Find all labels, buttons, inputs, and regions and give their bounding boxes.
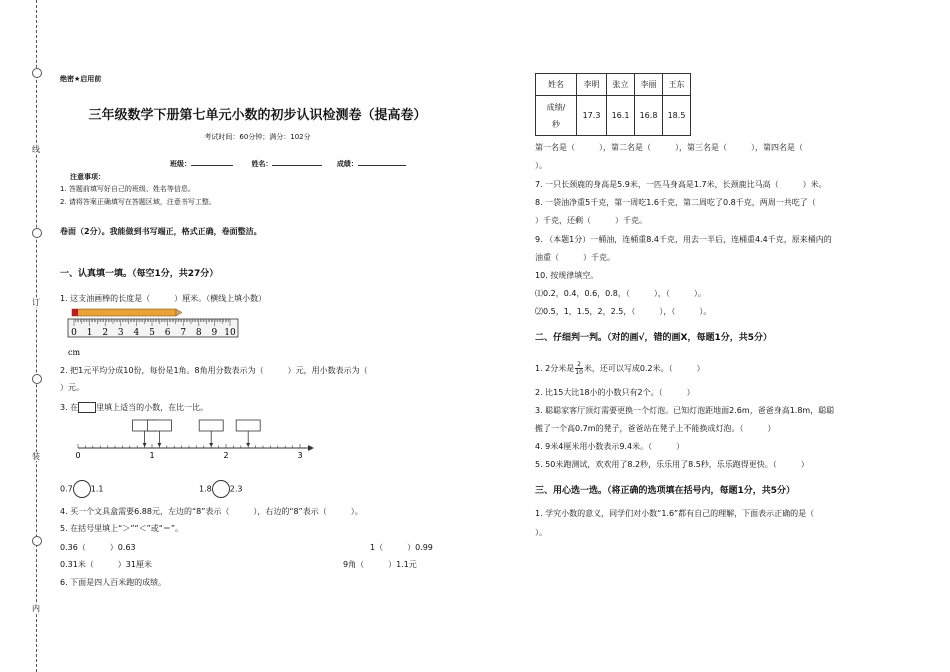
table-cell: 16.1 [607,96,635,136]
binding-char: 订 [32,298,40,307]
question-3 [60,402,208,413]
class-field[interactable] [191,157,233,166]
ruler-tick-label: 8 [195,328,202,338]
question-2-line2: ）元。 [60,383,84,392]
compare-2-left: 1.8 [199,484,212,494]
number-line-pointer-head [246,443,250,447]
number-line-pointer-head [209,443,213,447]
question-1: 1. 这支油画棒的长度是（ ）厘米。（横线上填小数） [60,294,267,303]
ruler-tick-label: 1 [86,328,93,338]
question-8-line2: ）千克，还剩（ ）千克。 [535,216,647,225]
number-line-label: 0 [75,451,81,460]
ruler-tick-label: 9 [211,328,218,338]
score-field[interactable] [358,157,406,166]
choice-question-1-line1: 1. 学究小数的意义，同学们对小数“1.6”都有自己的理解，下面表示正确的是（ [535,509,815,518]
question-10-2: ⑵0.5，1，1.5，2，2.5，（ ），（ ）。 [535,307,712,316]
judge-question-4: 4. 9米4厘米用小数表示9.4米。（ ） [535,442,685,451]
number-line-pointer-head [143,443,147,447]
fraction-numerator: 2 [577,361,581,368]
score-table [535,73,691,136]
notes-heading: 注意事项： [70,173,105,181]
table-header-cell: 李明 [577,74,607,96]
rank-line1: 第一名是（ ），第二名是（ ），第三名是（ ），第四名是（ [535,143,803,152]
q5-row2-right: 9角（ ）1.1元 [343,560,417,569]
compare-circle[interactable] [212,480,230,498]
number-line-answer-box[interactable] [236,420,260,431]
judge-1-suffix: 米，还可以写成0.2米。（ ） [583,364,705,373]
question-6: 6. 下面是四人百米跑的成绩。 [60,578,167,587]
rank-line2: ）。 [535,161,547,170]
judge-question-5: 5. 50米跑测试，欢欢用了8.2秒，乐乐用了8.5秒，乐乐跑得更快。（ ） [535,460,809,469]
section2-heading: 二、仔细判一判。（对的画√，错的画X，每题1分，共5分） [535,333,772,343]
binding-char: 线 [32,145,40,154]
page-title: 三年级数学下册第七单元小数的初步认识检测卷（提高卷） [88,108,427,123]
compare-circle[interactable] [73,480,91,498]
table-row-label [536,96,577,136]
binding-dashed-line [36,0,37,672]
question-10-1: ⑴0.2，0.4，0.6，0.8，（ ），（ ）。 [535,289,706,298]
number-line [68,416,318,462]
number-line-arrow [308,445,314,451]
compare-2 [199,480,242,498]
q5-row2-left: 0.31米（ ）31厘米 [60,560,152,569]
choice-question-1-line2: ）。 [535,528,547,537]
secret-label: 绝密★启用前 [60,75,102,83]
section3-heading: 三、用心选一选。（将正确的选项填在括号内，每题1分，共5分） [535,486,796,496]
judge-question-3-line1: 3. 聪聪家客厅顶灯需要更换一个灯泡。已知灯泡距地面2.6m，爸爸身高1.8m，聪聪 [535,406,835,415]
note-item: 2. 请将答案正确填写在答题区域，注意书写工整。 [60,198,216,206]
ruler-tick-label: 7 [180,328,187,338]
question-4: 4. 买一个文具盒需要6.88元，左边的“8”表示（ ），右边的“8”表示（ ）。 [60,507,363,516]
binding-char: 装 [32,452,40,461]
ruler-tick-label: 4 [133,328,140,338]
table-header-cell: 张立 [607,74,635,96]
class-label: 班级： [170,160,191,168]
binding-hole [32,228,42,238]
table-header-cell: 姓名 [536,74,577,96]
question-10: 10. 按规律填空。 [535,271,599,280]
question-2-line1: 2. 把1元平均分成10份，每份是1角。8角用分数表示为（ ）元，用小数表示为（ [60,366,368,375]
table-header-cell: 李丽 [635,74,663,96]
question-8-line1: 8. 一袋油净重5千克，第一周吃1.6千克，第二周吃了0.8千克，两周一共吃了（ [535,198,816,207]
question-3-prefix: 3. 在 [60,403,79,412]
binding-char: 内 [32,604,40,613]
number-line-answer-box[interactable] [147,420,171,431]
compare-1-right: 1.1 [90,484,104,494]
pencil-cap [72,309,78,316]
note-item: 1. 答题前填写好自己的班级、姓名等信息。 [60,185,195,193]
ruler-tick-label: 10 [224,328,236,338]
question-3-suffix: 里填上适当的小数，在比一比。 [96,403,209,412]
compare-2-right: 2.3 [229,484,243,494]
table-header-cell: 王东 [663,74,691,96]
student-info-row [170,157,406,169]
binding-hole [32,536,42,546]
row-label-line: 成绩/ [546,102,566,112]
exam-info: 考试时间：60分钟；满分：102分 [204,133,311,141]
number-line-label: 2 [223,451,229,460]
fraction-denominator: 10 [575,369,583,376]
q5-row1-right: 1（ ）0.99 [370,543,433,552]
ruler-unit: cm [68,348,81,357]
table-cell: 16.8 [635,96,663,136]
binding-hole [32,374,42,384]
judge-question-3-line2: 搬了一个高0.7m的凳子，爸爸站在凳子上不能换成灯泡。（ ） [535,424,776,433]
compare-1-left: 0.7 [60,484,73,494]
neatness-note: 卷面（2分）。我能做到书写端正，格式正确，卷面整洁。 [60,227,262,236]
score-label: 成绩： [336,160,358,168]
question-7: 7. 一只长颈鹿的身高是5.9米，一匹马身高是1.7米，长颈鹿比马高（ ）米。 [535,180,827,189]
table-cell: 17.3 [577,96,607,136]
fraction [575,361,583,376]
pencil-tip [176,309,182,316]
ruler-tick-label: 5 [149,328,155,338]
table-cell: 18.5 [663,96,691,136]
ruler-tick-label: 2 [102,328,109,338]
answer-box-icon [78,402,96,413]
compare-1 [60,480,103,498]
number-line-answer-box[interactable] [199,420,223,431]
ruler-figure [64,305,244,357]
name-label: 姓名： [251,160,273,168]
question-9-line2: 油重（ ）千克。 [535,253,615,262]
name-field[interactable] [272,157,322,166]
number-line-pointer-head [157,443,161,447]
ruler-tick-label: 6 [164,328,171,338]
judge-question-2: 2. 比15大比18小的小数只有2个。（ ） [535,388,695,397]
number-line-label: 1 [149,451,155,460]
ruler-tick-label: 0 [71,328,77,338]
judge-question-1 [535,361,705,376]
row-label-line: 秒 [552,119,560,129]
ruler-tick-label: 3 [117,328,124,338]
table-row [536,74,691,96]
question-9-line1: 9. （本题1分）一桶油，连桶重8.4千克，用去一半后，连桶重4.4千克，原来桶内的 [535,235,832,244]
pencil-body [72,309,176,316]
section1-heading: 一、认真填一填。（每空1分，共27分） [60,269,219,279]
judge-1-prefix: 1. 2分米是 [535,364,575,373]
binding-hole [32,68,42,78]
q5-row1-left: 0.36（ ）0.63 [60,543,136,552]
table-row [536,96,691,136]
question-5: 5. 在括号里填上“＞”“＜”或“＝”。 [60,524,184,533]
number-line-label: 3 [297,451,303,460]
